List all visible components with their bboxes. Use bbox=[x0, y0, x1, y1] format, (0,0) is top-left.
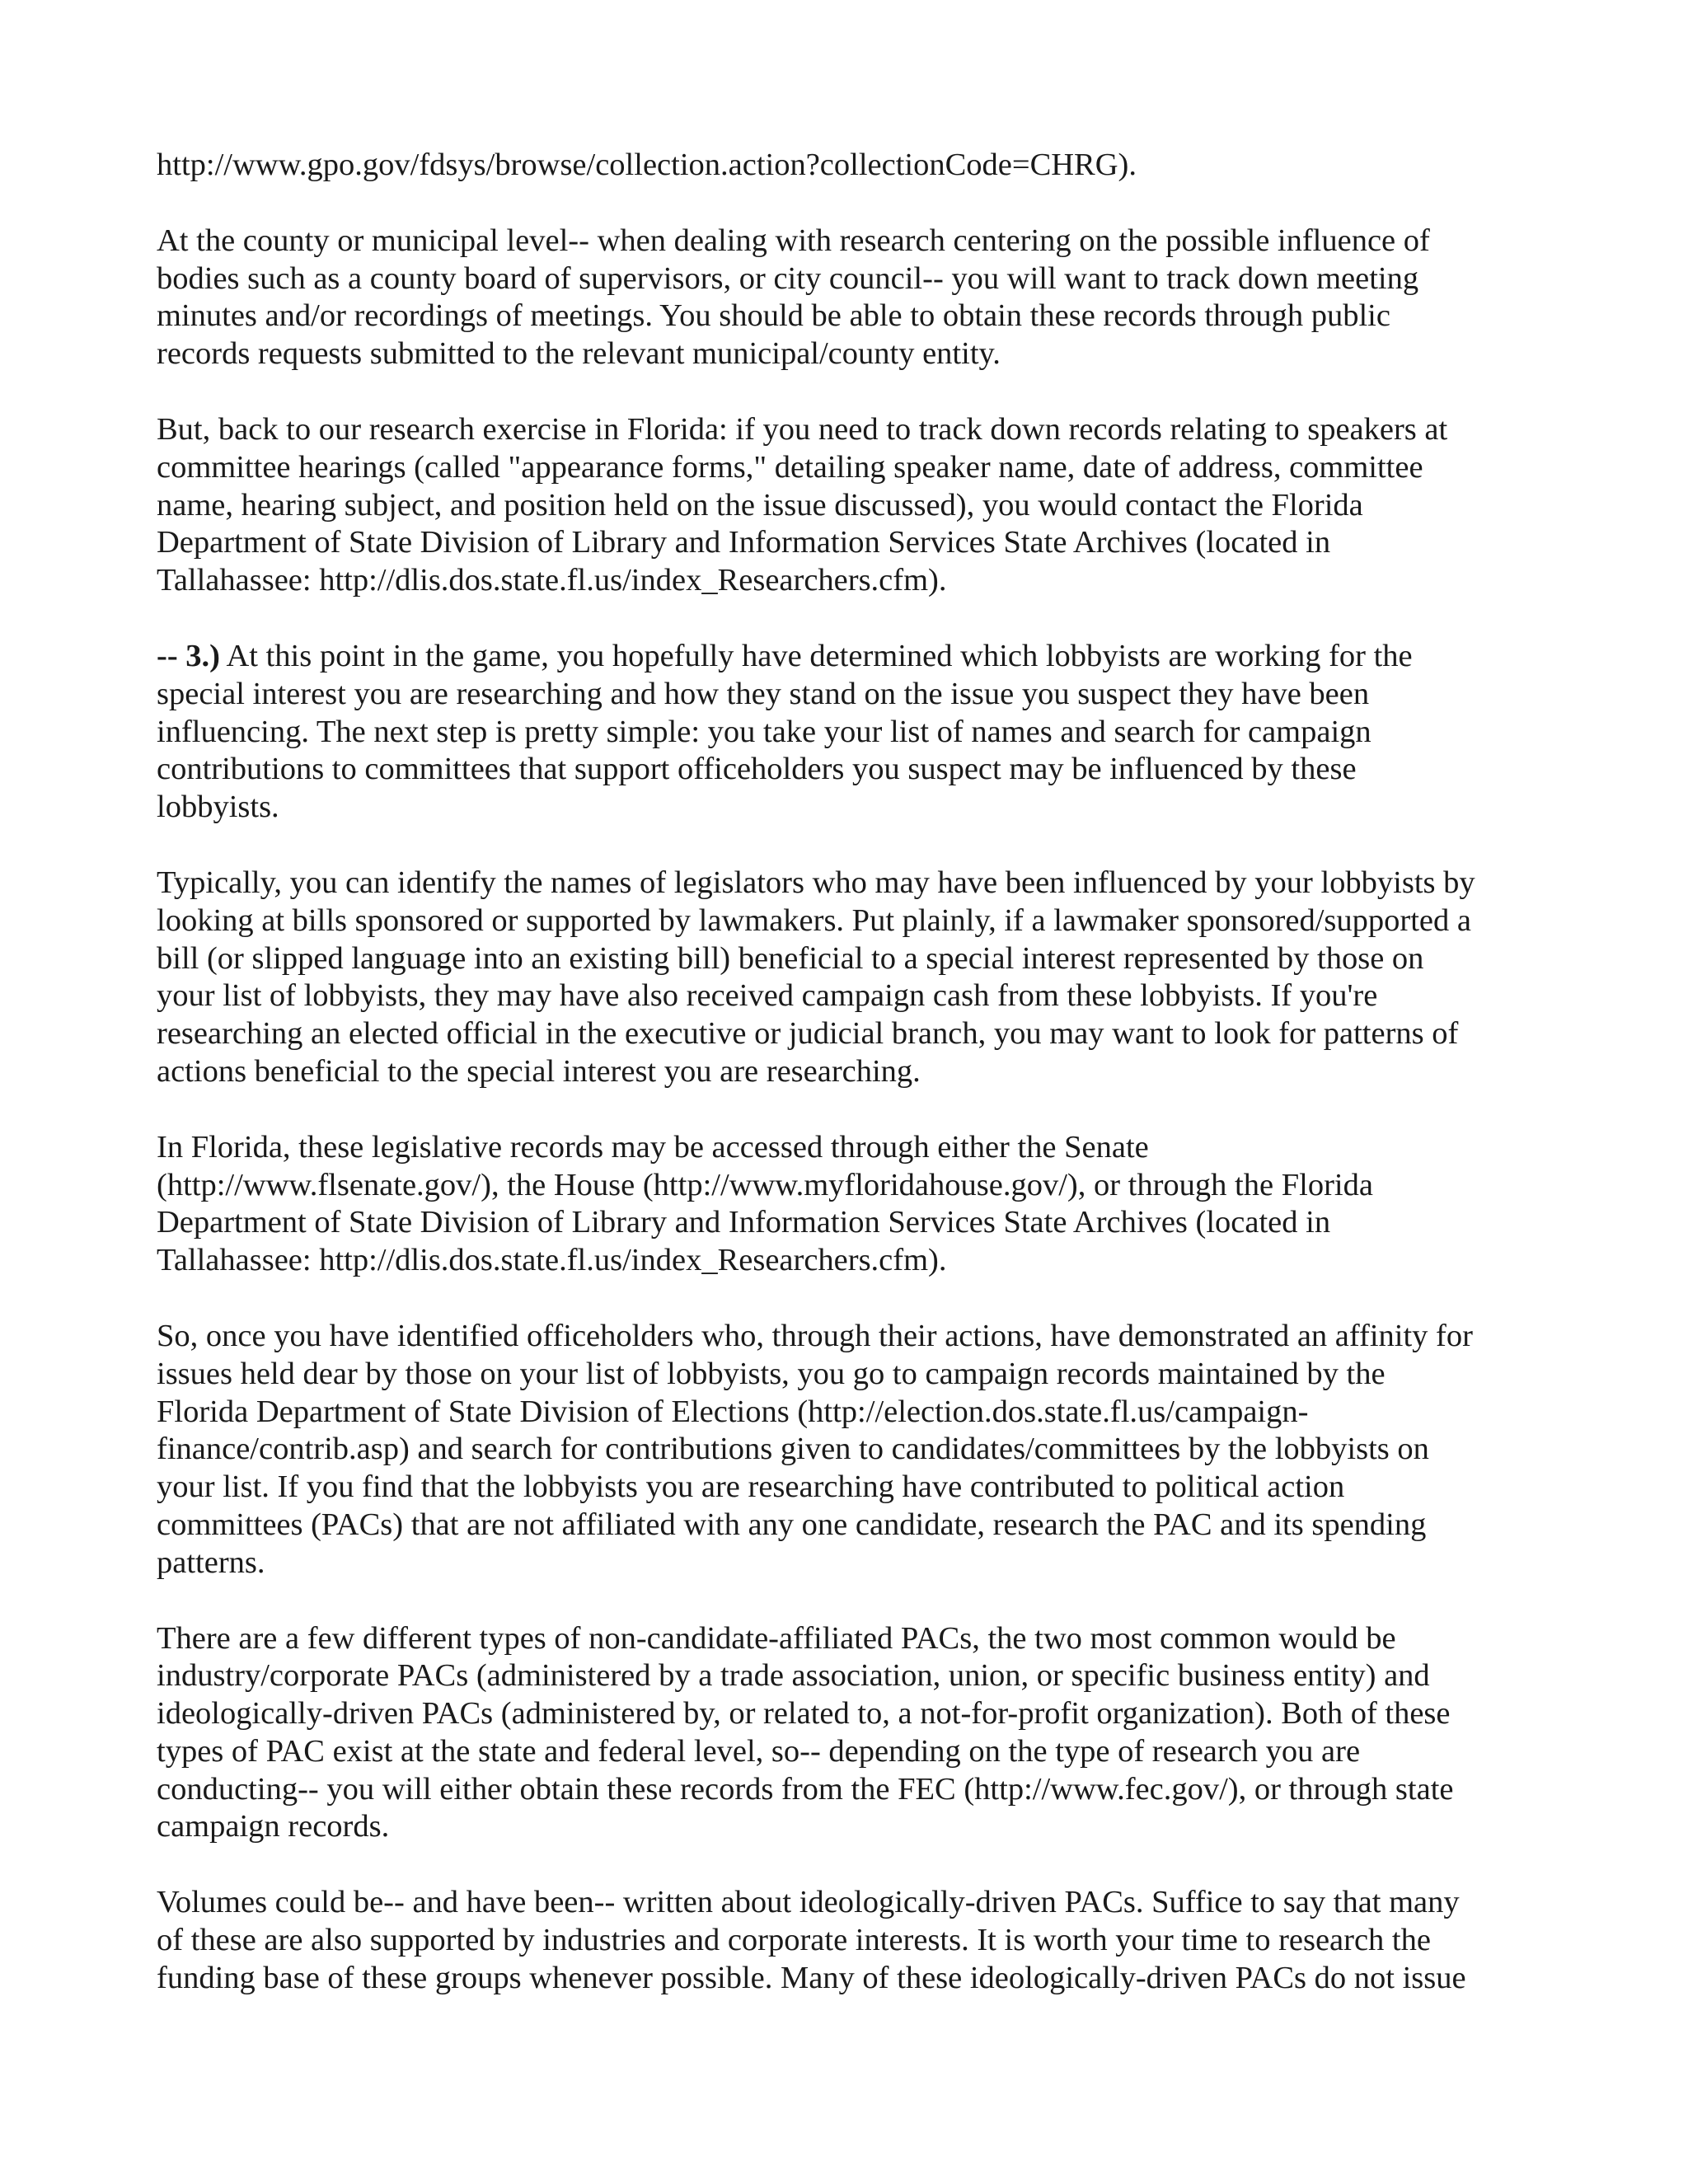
paragraph-8 bbox=[157, 1620, 1558, 1847]
text-line: conducting-- you will either obtain these records from the FEC (http://www.fec.gov/), or through state bbox=[157, 1771, 1454, 1807]
paragraph-1 bbox=[157, 147, 1558, 185]
text-line bbox=[157, 638, 1558, 676]
text-line: issues held dear by those on your list of lobbyists, you go to campaign records maintained by the bbox=[157, 1356, 1386, 1391]
text-line: ideologically-driven PACs (administered by, or related to, a not-for-profit organization). Both of these bbox=[157, 1696, 1451, 1732]
text-line: committees (PACs) that are not affiliated with any one candidate, research the PAC and its spending bbox=[157, 1507, 1427, 1542]
text-line: contributions to committees that support officeholders you suspect may be influenced by these bbox=[157, 752, 1357, 787]
text-line: But, back to our research exercise in Florida: if you need to track down records relating to speakers at bbox=[157, 411, 1448, 447]
paragraph-5 bbox=[157, 865, 1558, 1091]
text-line: influencing. The next step is pretty simple: you take your list of names and search for campaign bbox=[157, 714, 1372, 749]
text-line: looking at bills sponsored or supported by lawmakers. Put plainly, if a lawmaker sponsored/supported a bbox=[157, 902, 1471, 938]
text-line: Florida Department of State Division of Elections (http://election.dos.state.fl.us/campaign- bbox=[157, 1394, 1309, 1429]
text-line: (http://www.flsenate.gov/), the House (http://www.myfloridahouse.gov/), or through the Florida bbox=[157, 1167, 1373, 1202]
text-line: Department of State Division of Library and Information Services State Archives (located in bbox=[157, 1205, 1331, 1240]
text-line: types of PAC exist at the state and federal level, so-- depending on the type of research you are bbox=[157, 1733, 1361, 1769]
text-line: name, hearing subject, and position held on the issue discussed), you would contact the Florida bbox=[157, 487, 1363, 523]
text-line: Volumes could be-- and have been-- written about ideologically-driven PACs. Suffice to say that many bbox=[157, 1885, 1460, 1920]
text-line: finance/contrib.asp) and search for contributions given to candidates/committees by the lobbyists on bbox=[157, 1432, 1429, 1467]
text-line: of these are also supported by industries and corporate interests. It is worth your time to research the bbox=[157, 1923, 1431, 1958]
document-page bbox=[157, 147, 1558, 2036]
text-line: minutes and/or recordings of meetings. You should be able to obtain these records through public bbox=[157, 298, 1390, 334]
paragraph-3 bbox=[157, 411, 1558, 600]
text-line: Tallahassee: http://dlis.dos.state.fl.us/index_Researchers.cfm). bbox=[157, 1243, 947, 1278]
text-line: http://www.gpo.gov/fdsys/browse/collection.action?collectionCode=CHRG). bbox=[157, 148, 1137, 182]
text-line: Typically, you can identify the names of legislators who may have been influenced by your lobbyists by bbox=[157, 865, 1475, 900]
paragraph-6 bbox=[157, 1129, 1558, 1280]
text-line: campaign records. bbox=[157, 1809, 390, 1844]
text-line: funding base of these groups whenever possible. Many of these ideologically-driven PACs do not issue bbox=[157, 1960, 1466, 1995]
paragraph-2 bbox=[157, 223, 1558, 373]
text-line: In Florida, these legislative records may be accessed through either the Senate bbox=[157, 1129, 1149, 1165]
text-line: your list of lobbyists, they may have also received campaign cash from these lobbyists. If you're bbox=[157, 978, 1378, 1014]
text-line: lobbyists. bbox=[157, 790, 279, 825]
text-line: Department of State Division of Library and Information Services State Archives (located in bbox=[157, 525, 1331, 560]
paragraph-4-step-3 bbox=[157, 638, 1558, 827]
text-line: patterns. bbox=[157, 1544, 265, 1580]
text-line: bill (or slipped language into an existing bill) beneficial to a special interest represented by those on bbox=[157, 940, 1424, 976]
paragraph-9 bbox=[157, 1884, 1558, 1997]
text-line: special interest you are researching and how they stand on the issue you suspect they have been bbox=[157, 676, 1370, 711]
text-line: researching an elected official in the executive or judicial branch, you may want to look for patterns of bbox=[157, 1016, 1459, 1052]
text-line: So, once you have identified officeholders who, through their actions, have demonstrated an affinity for bbox=[157, 1318, 1473, 1353]
text-line: your list. If you find that the lobbyists you are researching have contributed to political action bbox=[157, 1469, 1345, 1505]
text-line: committee hearings (called "appearance forms," detailing speaker name, date of address, committee bbox=[157, 449, 1423, 485]
text-line: At the county or municipal level-- when dealing with research centering on the possible influence of bbox=[157, 223, 1430, 258]
paragraph-7 bbox=[157, 1318, 1558, 1582]
text-line: industry/corporate PACs (administered by a trade association, union, or specific business entity) and bbox=[157, 1658, 1430, 1694]
text-line: There are a few different types of non-candidate-affiliated PACs, the two most common would be bbox=[157, 1620, 1396, 1656]
text-line: bodies such as a county board of supervisors, or city council-- you will want to track down meeting bbox=[157, 260, 1419, 296]
step-number: -- 3.) bbox=[157, 638, 220, 673]
text-line: records requests submitted to the relevant municipal/county entity. bbox=[157, 336, 1001, 372]
text-line: actions beneficial to the special interest you are researching. bbox=[157, 1053, 921, 1089]
text-line: Tallahassee: http://dlis.dos.state.fl.us/index_Researchers.cfm). bbox=[157, 563, 947, 598]
text-line-rest: At this point in the game, you hopefully have determined which lobbyists are working for the bbox=[219, 638, 1413, 673]
